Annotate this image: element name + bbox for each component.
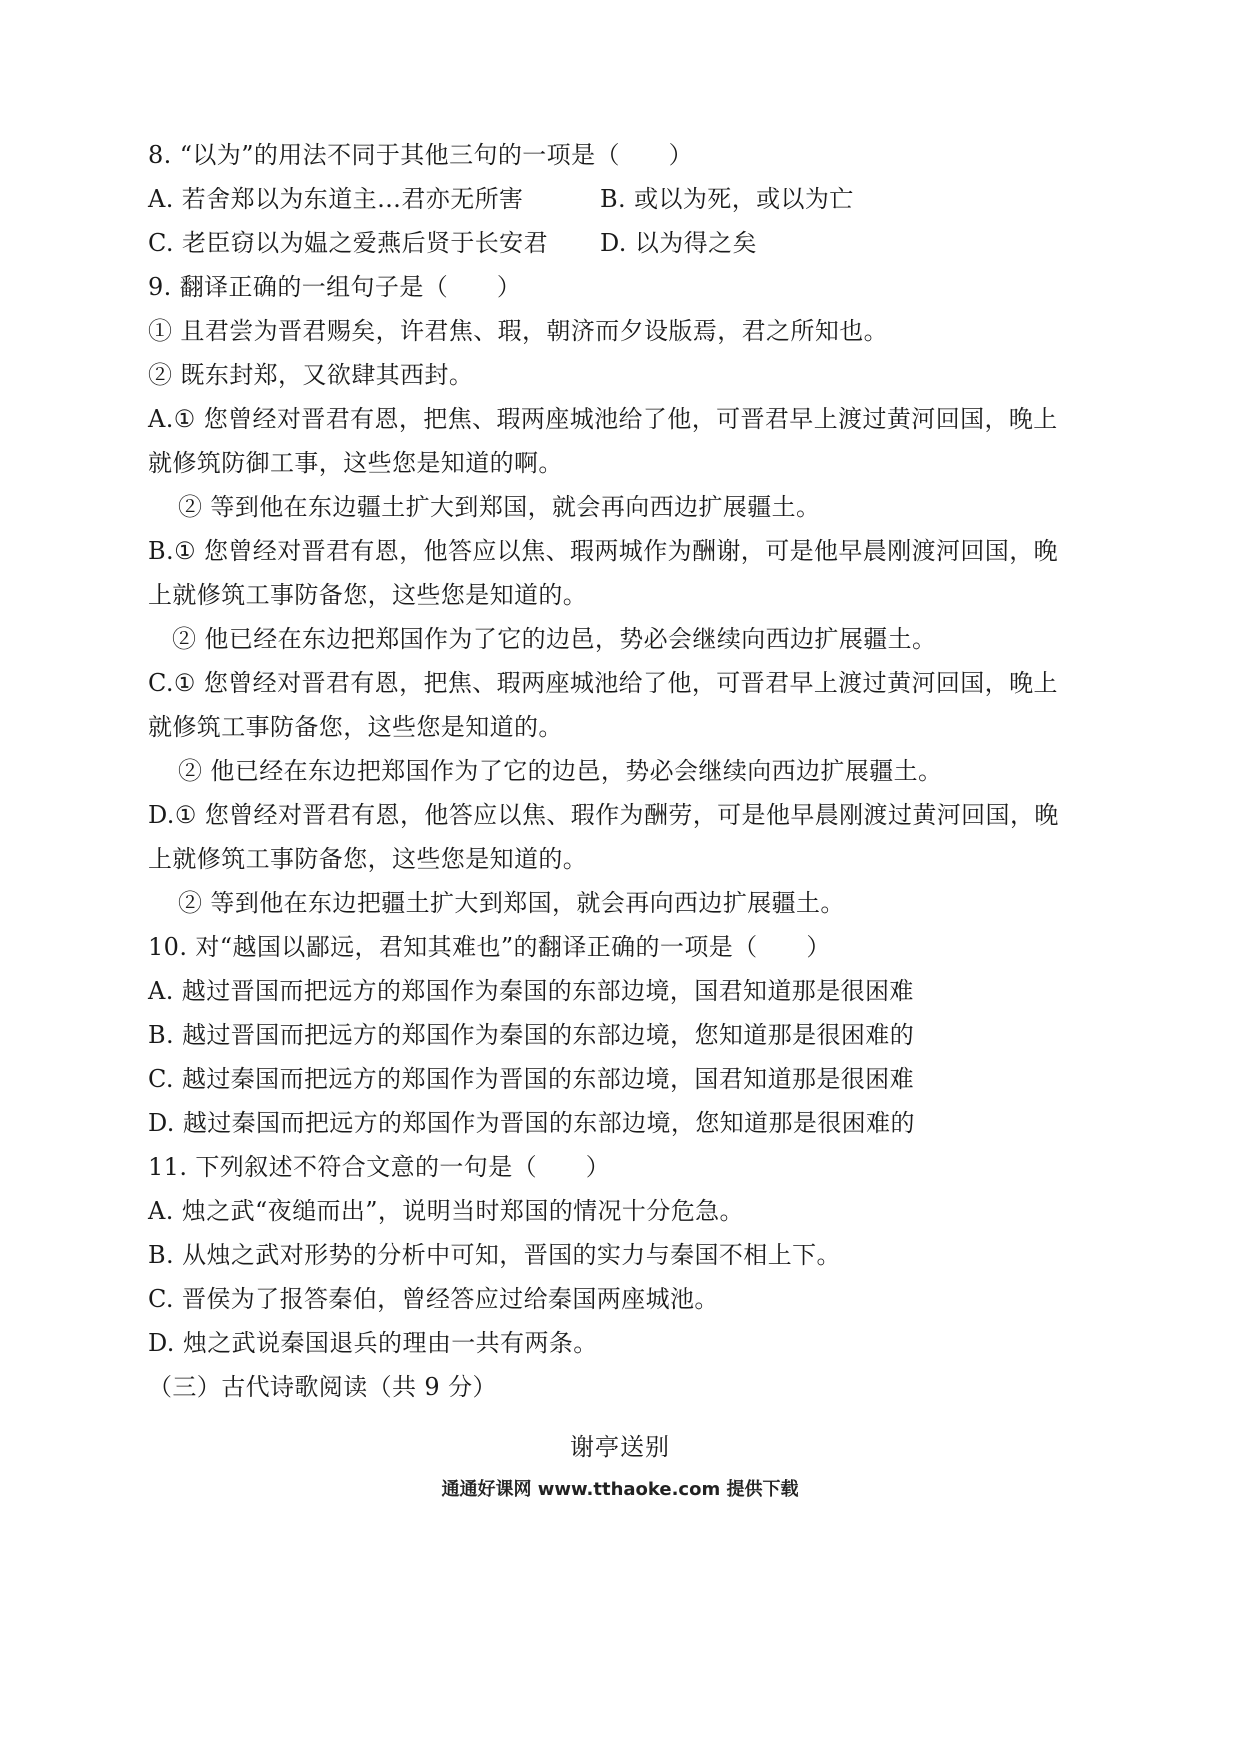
q10-stem: 10. 对“越国以鄙远，君知其难也”的翻译正确的一项是（ ） bbox=[148, 933, 831, 961]
q9-option-d-2: ② 等到他在东边把疆土扩大到郑国，就会再向西边扩展疆土。 bbox=[178, 889, 845, 917]
q11-option-a: A. 烛之武“夜缒而出”，说明当时郑国的情况十分危急。 bbox=[148, 1197, 744, 1225]
q11-option-b: B. 从烛之武对形势的分析中可知，晋国的实力与秦国不相上下。 bbox=[148, 1241, 841, 1269]
q10-option-b: B. 越过晋国而把远方的郑国作为秦国的东部边境，您知道那是很困难的 bbox=[148, 1021, 915, 1049]
q11-stem: 11. 下列叙述不符合文意的一句是（ ） bbox=[148, 1153, 611, 1181]
poem-title: 谢亭送别 bbox=[570, 1433, 670, 1461]
q8-option-d: D. 以为得之矣 bbox=[600, 229, 757, 257]
section-3-heading: （三）古代诗歌阅读（共 9 分） bbox=[148, 1373, 497, 1401]
q9-sentence-2: ② 既东封郑，又欲肆其西封。 bbox=[148, 361, 474, 389]
footer-download-note: 通通好课网 www.tthaoke.com 提供下载 bbox=[441, 1479, 799, 1500]
q8-option-b: B. 或以为死，或以为亡 bbox=[600, 185, 854, 213]
q8-option-a: A. 若舍郑以为东道主…君亦无所害 bbox=[148, 185, 524, 213]
q8-stem: 8. “以为”的用法不同于其他三句的一项是（ ） bbox=[148, 141, 694, 169]
q9-option-a-1-cont: 就修筑防御工事，这些您是知道的啊。 bbox=[148, 449, 563, 477]
q9-option-d-1: D.① 您曾经对晋君有恩，他答应以焦、瑕作为酬劳，可是他早晨刚渡过黄河回国，晚 bbox=[148, 801, 1059, 829]
q11-option-d: D. 烛之武说秦国退兵的理由一共有两条。 bbox=[148, 1329, 598, 1357]
q9-option-b-2: ② 他已经在东边把郑国作为了它的边邑，势必会继续向西边扩展疆土。 bbox=[172, 625, 937, 653]
q9-option-d-1-cont: 上就修筑工事防备您，这些您是知道的。 bbox=[148, 845, 588, 873]
q9-sentence-1: ① 且君尝为晋君赐矣，许君焦、瑕，朝济而夕设版焉，君之所知也。 bbox=[148, 317, 889, 345]
q9-stem: 9. 翻译正确的一组句子是（ ） bbox=[148, 273, 522, 301]
q9-option-c-2: ② 他已经在东边把郑国作为了它的边邑，势必会继续向西边扩展疆土。 bbox=[178, 757, 943, 785]
q9-option-c-1: C.① 您曾经对晋君有恩，把焦、瑕两座城池给了他，可晋君早上渡过黄河回国，晚上 bbox=[148, 669, 1058, 697]
q9-option-b-1-cont: 上就修筑工事防备您，这些您是知道的。 bbox=[148, 581, 588, 609]
q11-option-c: C. 晋侯为了报答秦伯，曾经答应过给秦国两座城池。 bbox=[148, 1285, 719, 1313]
q9-option-b-1: B.① 您曾经对晋君有恩，他答应以焦、瑕两城作为酬谢，可是他早晨刚渡河回国，晚 bbox=[148, 537, 1059, 565]
q9-option-c-1-cont: 就修筑工事防备您，这些您是知道的。 bbox=[148, 713, 563, 741]
q10-option-d: D. 越过秦国而把远方的郑国作为晋国的东部边境，您知道那是很困难的 bbox=[148, 1109, 915, 1137]
q9-option-a-2: ② 等到他在东边疆土扩大到郑国，就会再向西边扩展疆土。 bbox=[178, 493, 821, 521]
q10-option-a: A. 越过晋国而把远方的郑国作为秦国的东部边境，国君知道那是很困难 bbox=[148, 977, 914, 1005]
q9-option-a-1: A.① 您曾经对晋君有恩，把焦、瑕两座城池给了他，可晋君早上渡过黄河回国，晚上 bbox=[148, 405, 1058, 433]
q10-option-c: C. 越过秦国而把远方的郑国作为晋国的东部边境，国君知道那是很困难 bbox=[148, 1065, 914, 1093]
q8-option-c: C. 老臣窃以为媪之爱燕后贤于长安君 bbox=[148, 229, 548, 257]
